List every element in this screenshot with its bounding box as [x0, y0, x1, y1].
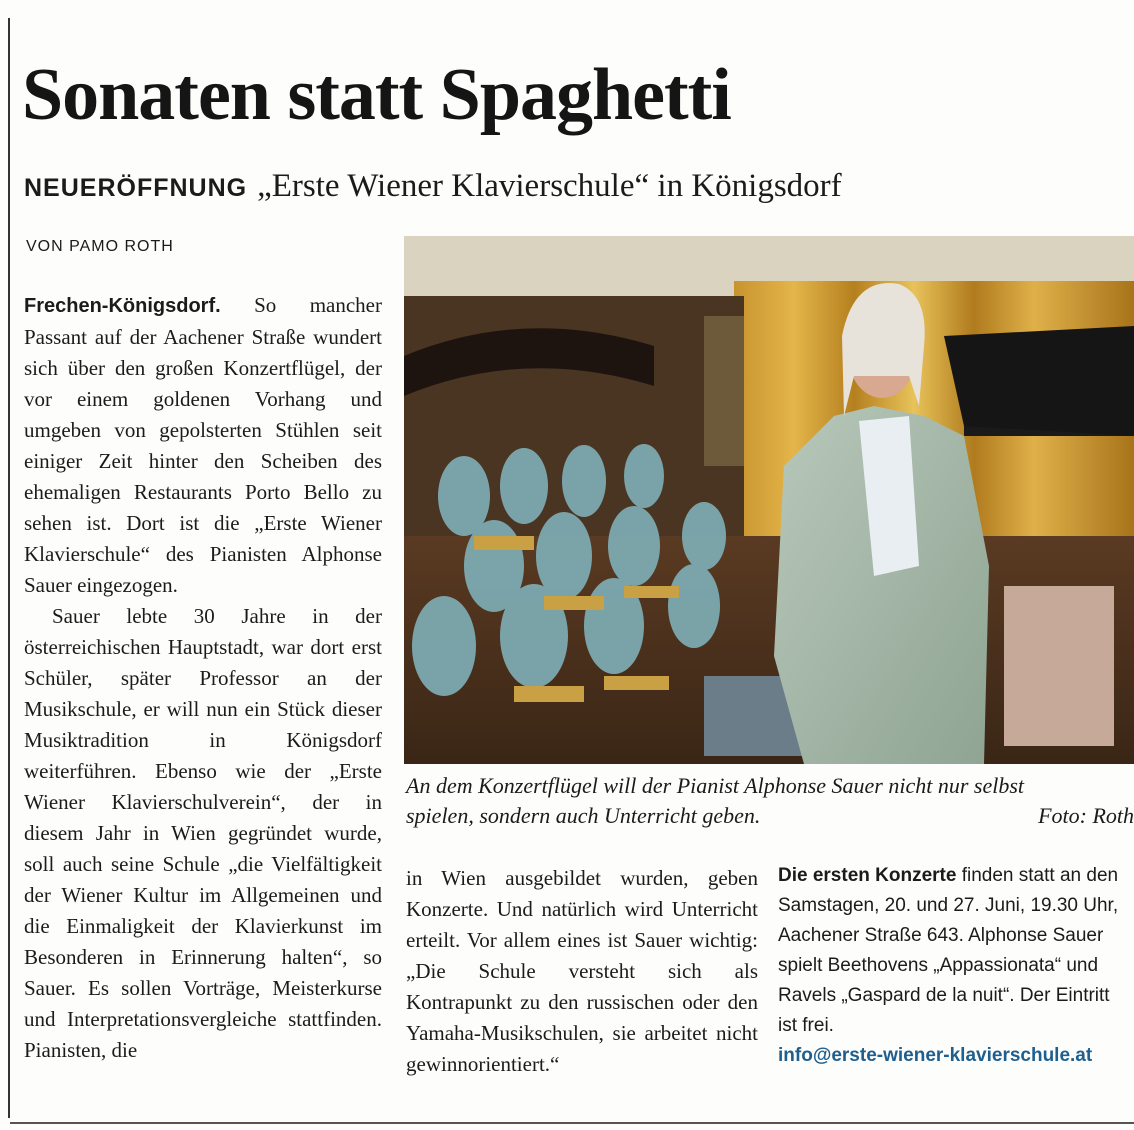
paragraph-1-text: So mancher Passant auf der Aachener Straße wundert sich über den großen Konzertflügel, der vor einem goldenen Vorhang und umgeben von gepolsterten Stühlen seit einiger Zeit hinter den Scheiben des ehemaligen Restaurants Porto Bello zu sehen ist. Dort ist die „Erste Wiener Klavierschule“ des Pianisten Alphonse Sauer eingezogen.: [24, 293, 382, 597]
bottom-rule: [10, 1122, 1134, 1124]
article-column-1: [24, 290, 382, 1066]
headline: Sonaten statt Spaghetti: [22, 54, 731, 136]
paragraph-2: Sauer lebte 30 Jahre in der österreichischen Hauptstadt, war dort erst Schüler, später Professor an der Musikschule, er will nun ein Stück dieser Musiktradition in Königsdorf weiterführen. Ebenso wie der „Erste Wiener Klavierschulverein“, der in diesem Jahr in Wien gegründet wurde, soll auch seine Schule „die Vielfältigkeit der Wiener Kultur im Allgemeinen und die Einmaligkeit der Klavierkunst im Besonderen in Erinnerung halten“, so Sauer. Es sollen Vorträge, Meisterkurse und Interpretationsvergleiche stattfinden. Pianisten, die: [24, 604, 382, 1062]
email-link[interactable]: info@erste-wiener-klavierschule.at: [778, 1045, 1093, 1066]
caption-line-2-text: spielen, sondern auch Unterricht geben.: [406, 803, 761, 828]
paragraph-3: in Wien ausgebildet wurden, geben Konzerte. Und natürlich wird Unterricht erteilt. Vor allem eines ist Sauer wichtig: „Die Schule versteht sich als Kontrapunkt zu den russischen oder den Yamaha-Musikschulen, sie arbeitet nicht gewinnorientiert.“: [406, 866, 758, 1076]
paragraph-1: [24, 290, 382, 601]
pianist-photo-illustration: [404, 236, 1134, 764]
caption-line-1: An dem Konzertflügel will der Pianist Alphonse Sauer nicht nur selbst: [406, 773, 1025, 798]
caption-line-2: [406, 801, 1134, 831]
info-heading: Die ersten Konzerte: [778, 865, 957, 886]
subheadline: [24, 170, 842, 203]
lead-location: Frechen-Königsdorf.: [24, 295, 221, 317]
article-photo: [404, 236, 1134, 764]
byline: VON PAMO ROTH: [26, 238, 174, 255]
photo-caption: [406, 771, 1134, 831]
article-column-2: [406, 863, 758, 1080]
photo-credit: Foto: Roth: [1038, 803, 1134, 828]
column-rule: [8, 18, 10, 1118]
info-box: [778, 861, 1130, 1071]
subtitle: „Erste Wiener Klavierschule“ in Königsdorf: [257, 168, 842, 204]
info-body: finden statt an den Samstagen, 20. und 27. Juni, 19.30 Uhr, Aachener Straße 643. Alphonse Sauer spielt Beethovens „Appassionata“ und Ravels „Gaspard de la nuit“. Der Eintritt ist frei.: [778, 865, 1119, 1036]
info-text: [778, 861, 1130, 1041]
kicker: NEUERÖFFNUNG: [24, 174, 248, 202]
info-email-line: [778, 1041, 1130, 1071]
